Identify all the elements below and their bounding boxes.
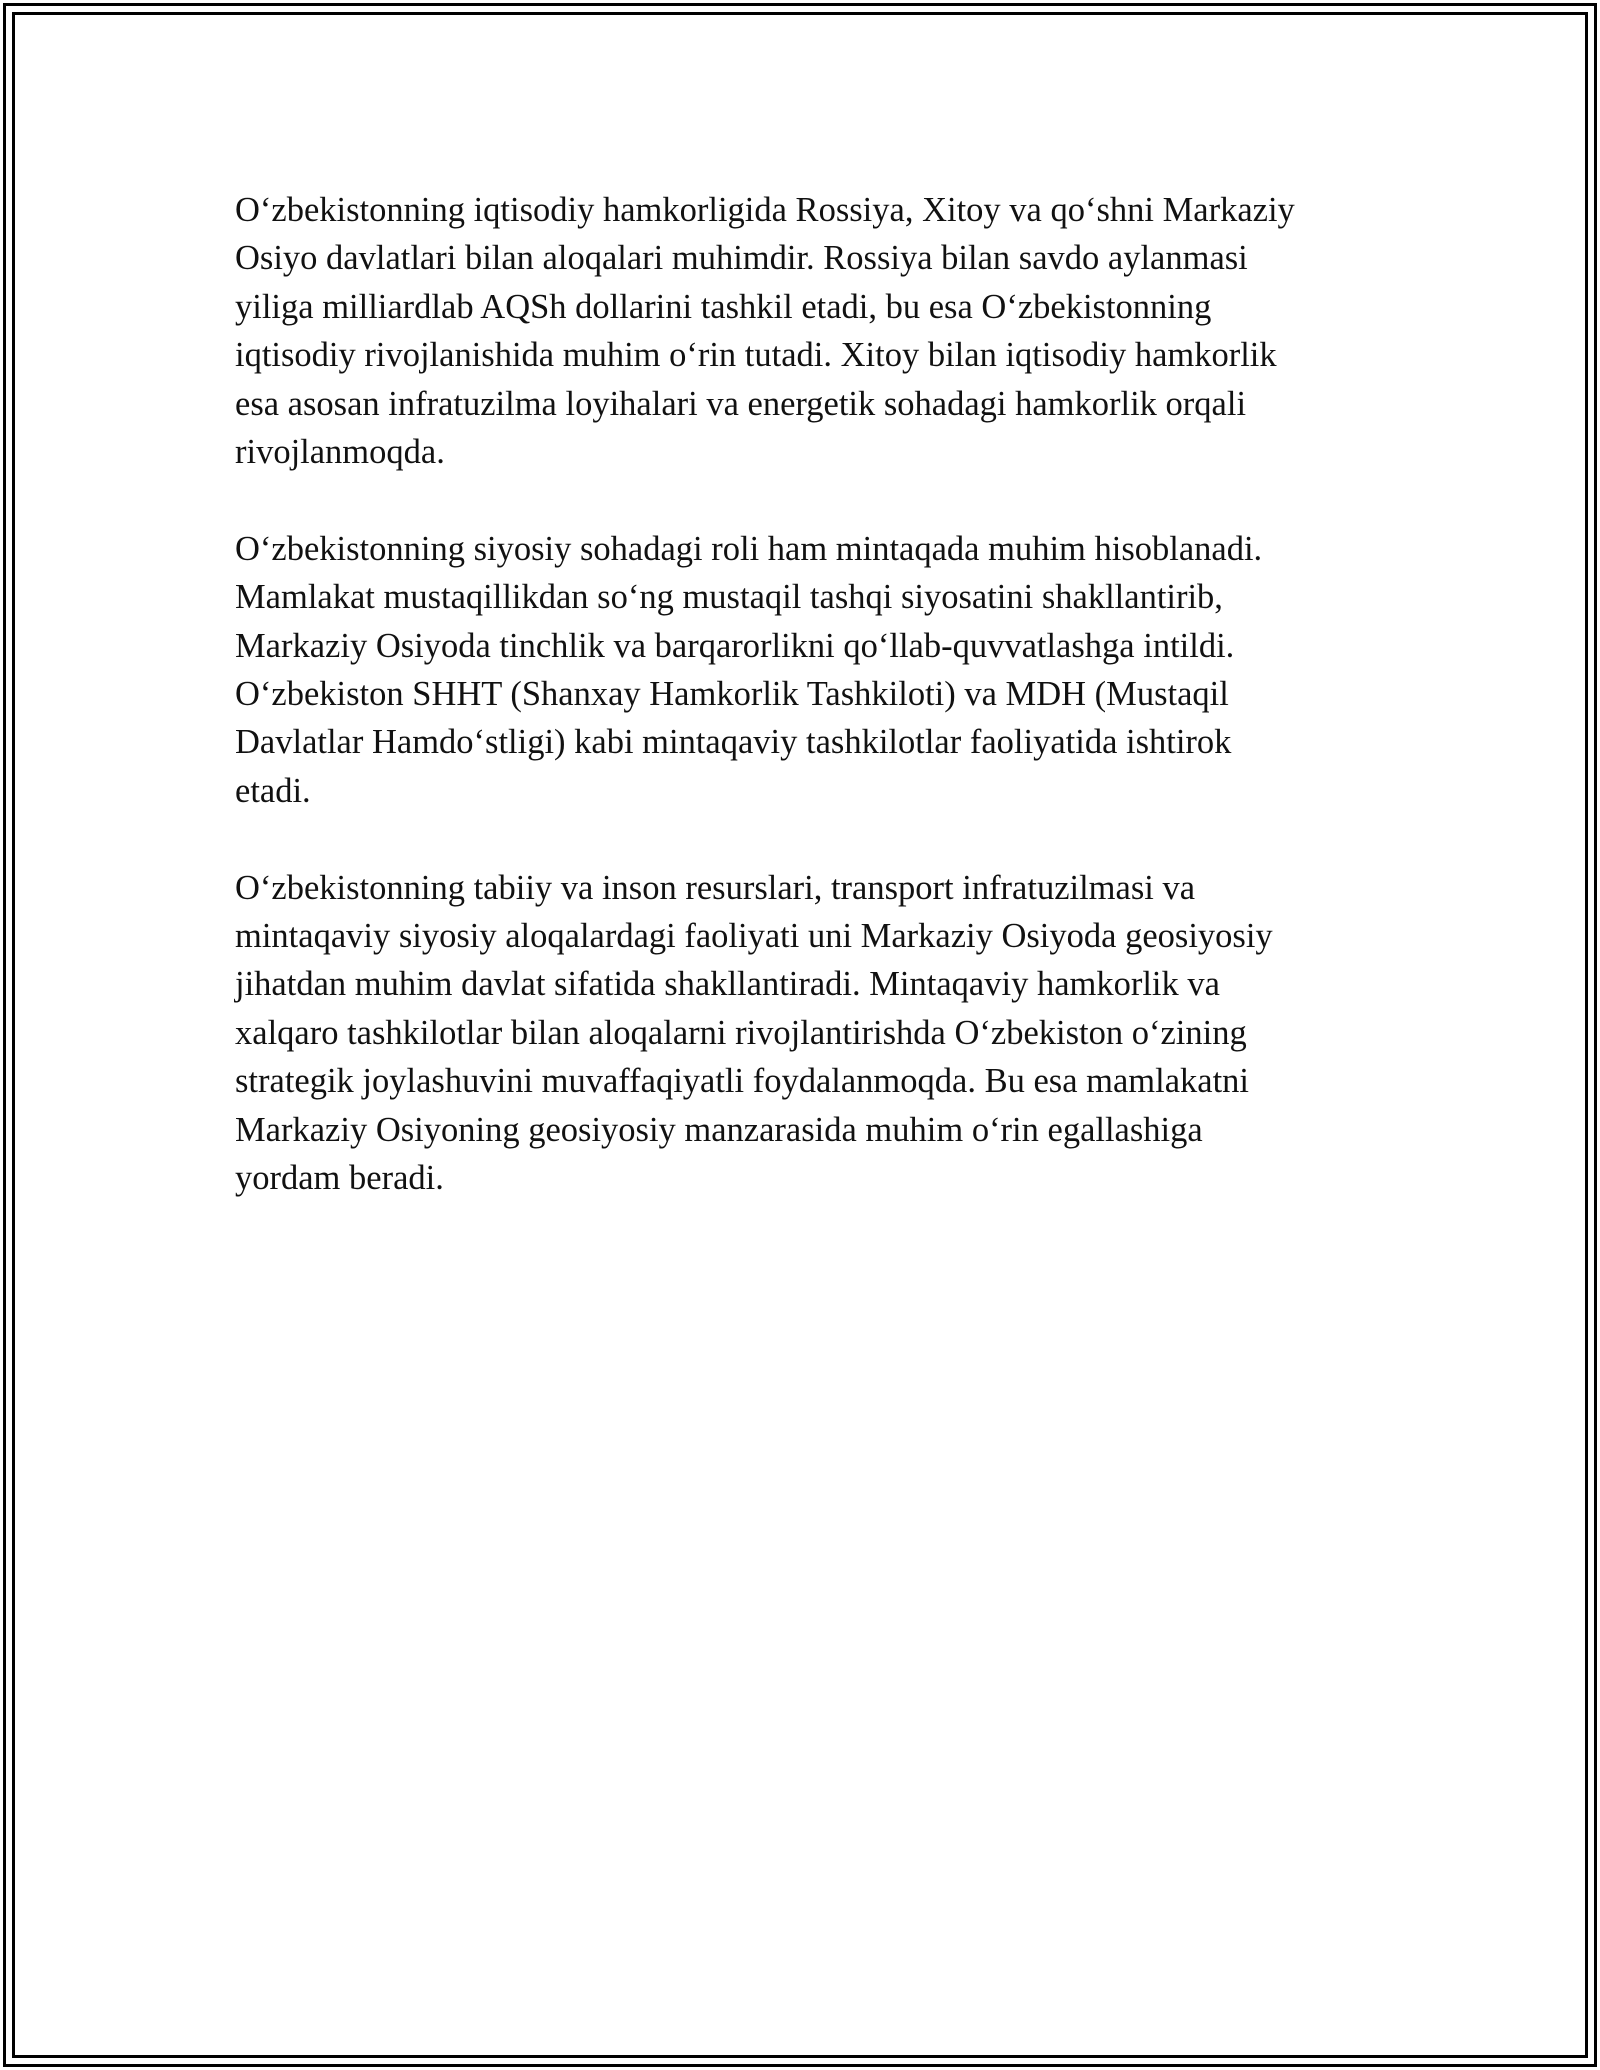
text-line: yordam beradi. [235, 1159, 444, 1198]
text-line: rivojlanmoqda. [235, 433, 445, 472]
paragraph-political-role [235, 525, 1375, 815]
paragraph-economic-cooperation [235, 186, 1375, 476]
document-body [235, 186, 1375, 1251]
text-line: Osiyo davlatlari bilan aloqalari muhimdir. Rossiya bilan savdo aylanmasi [235, 239, 1248, 278]
text-line: O‘zbekistonning tabiiy va inson resurslari, transport infratuzilmasi va [235, 868, 1196, 907]
text-line: Markaziy Osiyoda tinchlik va barqarorlikni qo‘llab-quvvatlashga intildi. [235, 626, 1235, 665]
text-line: yiliga milliardlab AQSh dollarini tashkil etadi, bu esa O‘zbekistonning [235, 287, 1212, 326]
text-line: Davlatlar Hamdo‘stligi) kabi mintaqaviy tashkilotlar faoliyatida ishtirok [235, 723, 1232, 762]
paragraph-geopolitical-importance [235, 864, 1375, 1203]
text-line: O‘zbekiston SHHT (Shanxay Hamkorlik Tashkiloti) va MDH (Mustaqil [235, 675, 1229, 714]
text-line: xalqaro tashkilotlar bilan aloqalarni rivojlantirishda O‘zbekiston o‘zining [235, 1013, 1247, 1052]
text-line: iqtisodiy rivojlanishida muhim o‘rin tutadi. Xitoy bilan iqtisodiy hamkorlik [235, 336, 1277, 375]
text-line: jihatdan muhim davlat sifatida shakllantiradi. Mintaqaviy hamkorlik va [235, 965, 1220, 1004]
text-line: Markaziy Osiyoning geosiyosiy manzarasida muhim o‘rin egallashiga [235, 1110, 1203, 1149]
text-line: Mamlakat mustaqillikdan so‘ng mustaqil tashqi siyosatini shakllantirib, [235, 578, 1223, 617]
text-line: etadi. [235, 771, 311, 810]
text-line: esa asosan infratuzilma loyihalari va energetik sohadagi hamkorlik orqali [235, 384, 1247, 423]
text-line: O‘zbekistonning siyosiy sohadagi roli ham mintaqada muhim hisoblanadi. [235, 529, 1263, 568]
text-line: strategik joylashuvini muvaffaqiyatli foydalanmoqda. Bu esa mamlakatni [235, 1062, 1249, 1101]
text-line: mintaqaviy siyosiy aloqalardagi faoliyati uni Markaziy Osiyoda geosiyosiy [235, 917, 1273, 956]
text-line: O‘zbekistonning iqtisodiy hamkorligida Rossiya, Xitoy va qo‘shni Markaziy [235, 191, 1295, 229]
